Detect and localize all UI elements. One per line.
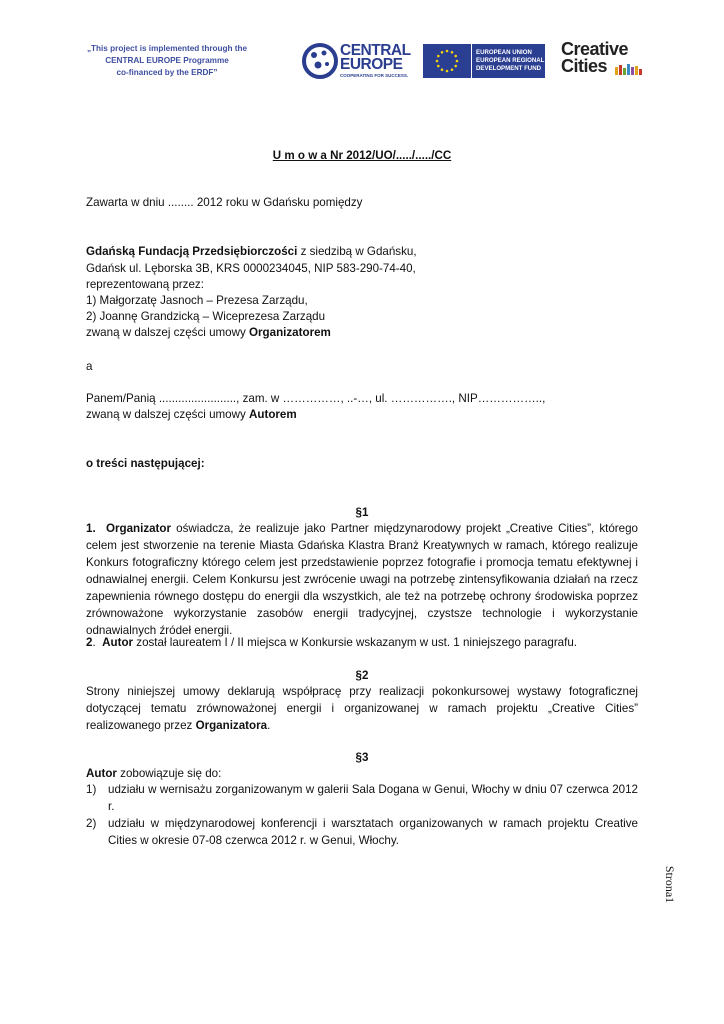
party1-role-line [86, 324, 331, 341]
section2-heading: §2 [355, 669, 369, 682]
list-item-number: 2) [86, 817, 97, 830]
section2-text: Strony niniejszej umowy deklarują współpracę przy realizacji pokonkursowej wystawy fotograficznej dotyczącej tematu zrównoważonej energii i organizowanej w ramach projektu „Creative Cities” realizowanego przez [86, 685, 638, 732]
section1-p1-num: 1. [86, 522, 96, 535]
project-note-line: co-financed by the ERDF” [116, 68, 218, 77]
party1-represented: reprezentowaną przez: [86, 278, 204, 291]
project-note [62, 43, 272, 79]
section3-intro-text: zobowiązuje się do: [116, 767, 222, 780]
section1-p1-bold: Organizator [105, 522, 172, 535]
party1-rep2: 2) Joannę Grandzicką – Wiceprezesa Zarządu [86, 310, 326, 323]
section1-p2-num: 2 [86, 636, 93, 649]
section1-paragraph2: 2. Autor został laureatem I / II miejsca w Konkursie wskazanym w ust. 1 niniejszego paragrafu. [86, 636, 578, 649]
section2-paragraph [86, 683, 638, 734]
concluded-line: Zawarta w dniu ........ 2012 roku w Gdańsku pomiędzy [86, 196, 363, 209]
section1-heading: §1 [355, 506, 369, 519]
list-item [86, 781, 638, 815]
ce-logo-tagline: COOPERATING FOR SUCCESS. [340, 73, 409, 78]
project-note-line: CENTRAL EUROPE Programme [105, 56, 229, 65]
party2-role-line [86, 406, 297, 423]
party1-rep1: 1) Małgorzatę Jasnoch – Prezesa Zarządu, [86, 294, 308, 307]
party1-role: Organizatorem [249, 326, 331, 339]
section2-bold-end: Organizatora [195, 719, 268, 732]
cc-logo-line2: Cities [561, 56, 608, 76]
contract-title-text: U m o w a Nr 2012/UO/...../...../CC [272, 149, 452, 162]
list-item [86, 815, 638, 849]
section3-heading: §3 [355, 751, 369, 764]
party2-role: Autorem [249, 408, 297, 421]
content-header-text: o treści następującej: [86, 457, 205, 470]
eu-flag-icon [423, 44, 471, 78]
section1-p2-text: został laureatem I / II miejsca w Konkursie wskazanym w ust. 1 niniejszego paragrafu. [133, 636, 578, 649]
contract-title [0, 147, 724, 164]
eu-logo-line: DEVELOPMENT FUND [476, 65, 542, 72]
and-word: a [86, 360, 93, 373]
list-item-text: udziału w wernisażu zorganizowanym w galerii Sala Dogana w Genui, Włochy w dniu 07 czerwca 2012 r. [108, 783, 638, 813]
party1-role-prefix: zwaną w dalszej części umowy [86, 326, 250, 339]
ce-logo-line2: EUROPE [340, 56, 403, 73]
city-skyline-icon [615, 63, 645, 75]
page-number-text: Strona1 [663, 865, 678, 904]
project-note-line: „This project is implemented through the [86, 44, 248, 53]
central-europe-logo [302, 42, 414, 80]
creative-cities-logo [561, 41, 646, 79]
section3-intro-bold: Autor [86, 767, 117, 780]
party2-line: Panem/Panią ........................, zam. w ……………, ..-…, ul. ……………., NIP…………….., [86, 392, 546, 405]
section2-end: . [267, 719, 271, 732]
party1-name-suffix: z siedzibą w Gdańsku, [297, 245, 417, 258]
list-item-number: 1) [86, 783, 97, 796]
page-number-label [663, 855, 683, 915]
central-europe-globe-icon [302, 43, 338, 79]
eu-fund-logo [472, 44, 545, 78]
content-header [86, 455, 205, 472]
cc-logo-line1: Creative [561, 39, 629, 59]
list-item-text: udziału w międzynarodowej konferencji i warsztatach organizowanych w ramach projektu Creative Cities w okresie 07-08 czerwca 2012 r. w Genui, Włochy. [108, 817, 638, 847]
party1-name-line [86, 243, 417, 260]
section1-p2-bold: Autor [102, 636, 134, 649]
party1-address: Gdańsk ul. Lęborska 3B, KRS 0000234045, NIP 583-290-74-40, [86, 262, 416, 275]
section1-paragraph1 [86, 520, 638, 639]
section3-intro [86, 765, 221, 782]
eu-logo-line: EUROPEAN REGIONAL [476, 57, 545, 64]
party2-role-prefix: zwaną w dalszej części umowy [86, 408, 250, 421]
party1-name: Gdańską Fundacją Przedsiębiorczości [86, 245, 298, 258]
eu-logo-line: EUROPEAN UNION [476, 49, 532, 56]
section1-p1-text: oświadcza, że realizuje jako Partner międzynarodowy projekt „Creative Cities”, którego celem jest stworzenie na terenie Miasta Gdańska Klastra Branż Kreatywnych w ramach, którego realizuje Konkurs fotograficzny którego celem jest przedstawienie poprzez fotografie i promocja tematu efektywnej i odnawialnej energii. Celem Konkursu jest zwrócenie uwagi na potrzebę zintensyfikowania działań na rzecz zapewnienia równego dostępu do energii dla wszystkich, ale też na potrzebę ochrony środowiska poprzez zrównoważone wykorzystanie zasobów energii tradycyjnej, czystsze technologie i wykorzystanie odnawialnych źródeł energii. [86, 522, 638, 637]
ce-logo-line1: CENTRAL [340, 42, 411, 59]
